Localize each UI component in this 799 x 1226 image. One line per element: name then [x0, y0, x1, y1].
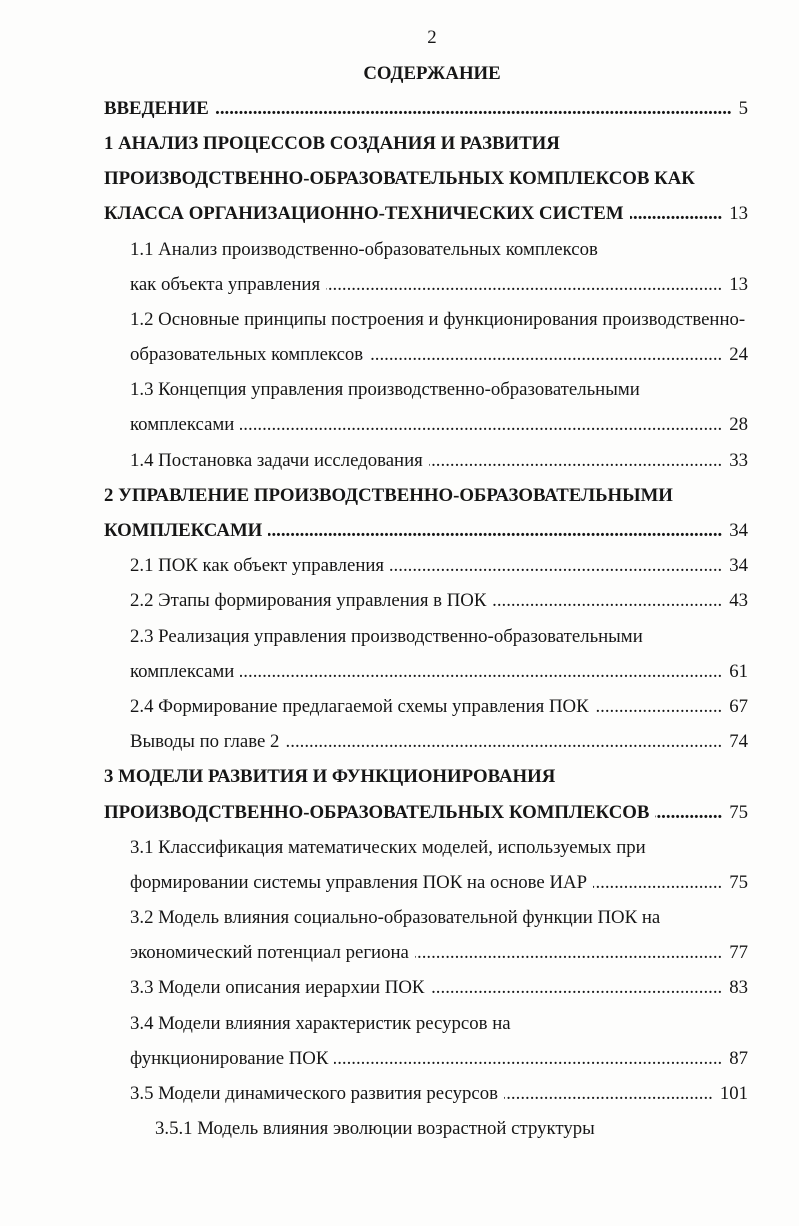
dot-leader — [595, 689, 723, 724]
toc-entry-text: 1 АНАЛИЗ ПРОЦЕССОВ СОЗДАНИЯ И РАЗВИТИЯ — [104, 132, 560, 154]
toc-entry-text: 3 МОДЕЛИ РАЗВИТИЯ И ФУНКЦИОНИРОВАНИЯ — [104, 766, 556, 788]
toc-entry-text: как объекта управления — [130, 273, 321, 295]
page-number: 13 — [729, 203, 748, 225]
page-number: 61 — [729, 660, 748, 682]
toc-entry-text: Выводы по главе 2 — [130, 731, 280, 753]
toc-entry-section-1-4 — [0, 443, 799, 478]
page-number: 74 — [729, 731, 748, 753]
toc-entry-row — [0, 583, 748, 618]
toc-entry-row — [0, 1041, 748, 1076]
toc-entry-section-3-5 — [0, 1076, 799, 1111]
toc-entry-row — [0, 548, 748, 583]
toc-entry-row — [0, 865, 748, 900]
dot-leader — [268, 513, 722, 548]
page-number: 5 — [738, 97, 748, 119]
toc-entry-text: функционирование ПОК — [130, 1047, 329, 1069]
toc-entry-text: 2.2 Этапы формирования управления в ПОК — [130, 590, 487, 612]
page-number: 43 — [729, 590, 748, 612]
page-number: 34 — [729, 555, 748, 577]
toc-entry-row — [0, 689, 748, 724]
toc-entry-text: ПРОИЗВОДСТВЕННО-ОБРАЗОВАТЕЛЬНЫХ КОМПЛЕКСОВ КАК — [104, 168, 695, 190]
page-number: 87 — [729, 1047, 748, 1069]
page-number: 67 — [729, 695, 748, 717]
toc-entry-row — [0, 795, 748, 830]
toc-entry-text: ПРОИЗВОДСТВЕННО-ОБРАЗОВАТЕЛЬНЫХ КОМПЛЕКСОВ — [104, 801, 650, 823]
toc-entry-section-1-3 — [0, 372, 799, 442]
page-number: 75 — [729, 871, 748, 893]
toc-entry-text: 3.5 Модели динамического развития ресурсов — [130, 1083, 498, 1105]
toc-entry-text: комплексами — [130, 660, 235, 682]
dot-leader — [369, 337, 722, 372]
toc-entry-text: экономический потенциал региона — [130, 942, 409, 964]
toc-entry-text: 1.4 Постановка задачи исследования — [130, 449, 423, 471]
toc-entry-text: 3.5.1 Модель влияния эволюции возрастной структуры — [155, 1118, 595, 1140]
toc-entry-row — [0, 654, 748, 689]
page-number: 33 — [729, 449, 748, 471]
document-title: СОДЕРЖАНИЕ — [363, 62, 501, 84]
toc-entry-section-1-2 — [0, 302, 799, 372]
dot-leader — [240, 654, 722, 689]
dot-leader — [240, 407, 722, 442]
toc-entry-section-2-2 — [0, 583, 799, 618]
dot-leader — [655, 795, 722, 830]
dot-leader — [430, 970, 722, 1005]
toc-entry-text: комплексами — [130, 414, 235, 436]
toc-entry-text: 2.4 Формирование предлагаемой схемы управления ПОК — [130, 695, 589, 717]
toc-entry-row — [0, 970, 748, 1005]
page-number: 101 — [719, 1083, 748, 1105]
toc-entry-text: 1.2 Основные принципы построения и функционирования производственно- — [130, 308, 746, 330]
toc-entry-row — [0, 513, 748, 548]
toc-entry-text: 3.2 Модель влияния социально-образовательной функции ПОК на — [130, 907, 661, 929]
toc-entry-row — [0, 724, 748, 759]
toc-entry-section-3-2 — [0, 900, 799, 970]
toc-entry-text: КОМПЛЕКСАМИ — [104, 520, 263, 542]
toc-entry-row — [0, 407, 748, 442]
toc-entry-row — [0, 196, 748, 231]
toc-entry-text: 2.3 Реализация управления производственно-образовательными — [130, 625, 643, 647]
toc-entry-row — [0, 935, 748, 970]
toc-entry-text: 3.3 Модели описания иерархии ПОК — [130, 977, 425, 999]
toc-entry-text: КЛАССА ОРГАНИЗАЦИОННО-ТЕХНИЧЕСКИХ СИСТЕМ — [104, 203, 624, 225]
toc-entry-text: 2 УПРАВЛЕНИЕ ПРОИЗВОДСТВЕННО-ОБРАЗОВАТЕЛЬНЫМИ — [104, 484, 673, 506]
toc-entry-row — [0, 1076, 748, 1111]
toc-entry-text: ВВЕДЕНИЕ — [104, 97, 209, 119]
toc-entry-text: формировании системы управления ПОК на основе ИАР — [130, 871, 588, 893]
page-number: 28 — [729, 414, 748, 436]
toc-entry-row — [0, 267, 748, 302]
toc-entry-section-1-1 — [0, 232, 799, 302]
toc-entry-row — [0, 337, 748, 372]
dot-leader — [593, 865, 722, 900]
page-number: 24 — [729, 344, 748, 366]
toc-entry-chapter-1 — [0, 126, 799, 232]
toc-entry-text: 1.3 Концепция управления производственно-образовательными — [130, 379, 640, 401]
toc-entry-section-3-4 — [0, 1006, 799, 1076]
dot-leader — [215, 91, 732, 126]
toc-entry-row — [0, 443, 748, 478]
toc-entry-text: образовательных комплексов — [130, 344, 364, 366]
page-number-header: 2 — [427, 27, 437, 49]
table-of-contents-page — [0, 20, 799, 1146]
toc-entry-chapter-2-conclusions — [0, 724, 799, 759]
page-number: 83 — [729, 977, 748, 999]
toc-entry-subsection-3-5-1 — [0, 1111, 799, 1146]
toc-entry-text: 1.1 Анализ производственно-образовательных комплексов — [130, 238, 598, 260]
toc-entry-section-3-3 — [0, 970, 799, 1005]
toc-entry-row — [0, 91, 748, 126]
dot-leader — [504, 1076, 713, 1111]
toc-entry-text: 2.1 ПОК как объект управления — [130, 555, 385, 577]
toc-entry-chapter-2 — [0, 478, 799, 548]
dot-leader — [334, 1041, 722, 1076]
page-number: 75 — [729, 801, 748, 823]
page-number: 34 — [729, 520, 748, 542]
dot-leader — [429, 443, 722, 478]
page-number: 13 — [729, 273, 748, 295]
toc-entry-section-2-4 — [0, 689, 799, 724]
page-number: 77 — [729, 942, 748, 964]
toc-entry-section-3-1 — [0, 830, 799, 900]
toc-entry-introduction — [0, 91, 799, 126]
dot-leader — [285, 724, 722, 759]
toc-entry-section-2-3 — [0, 619, 799, 689]
dot-leader — [630, 196, 723, 231]
toc-entry-chapter-3 — [0, 759, 799, 829]
dot-leader — [326, 267, 722, 302]
dot-leader — [492, 583, 722, 618]
toc-entry-text: 3.1 Классификация математических моделей, используемых при — [130, 836, 646, 858]
toc-entry-section-2-1 — [0, 548, 799, 583]
toc-entry-text: 3.4 Модели влияния характеристик ресурсов на — [130, 1012, 511, 1034]
dot-leader — [390, 548, 722, 583]
dot-leader — [415, 935, 722, 970]
